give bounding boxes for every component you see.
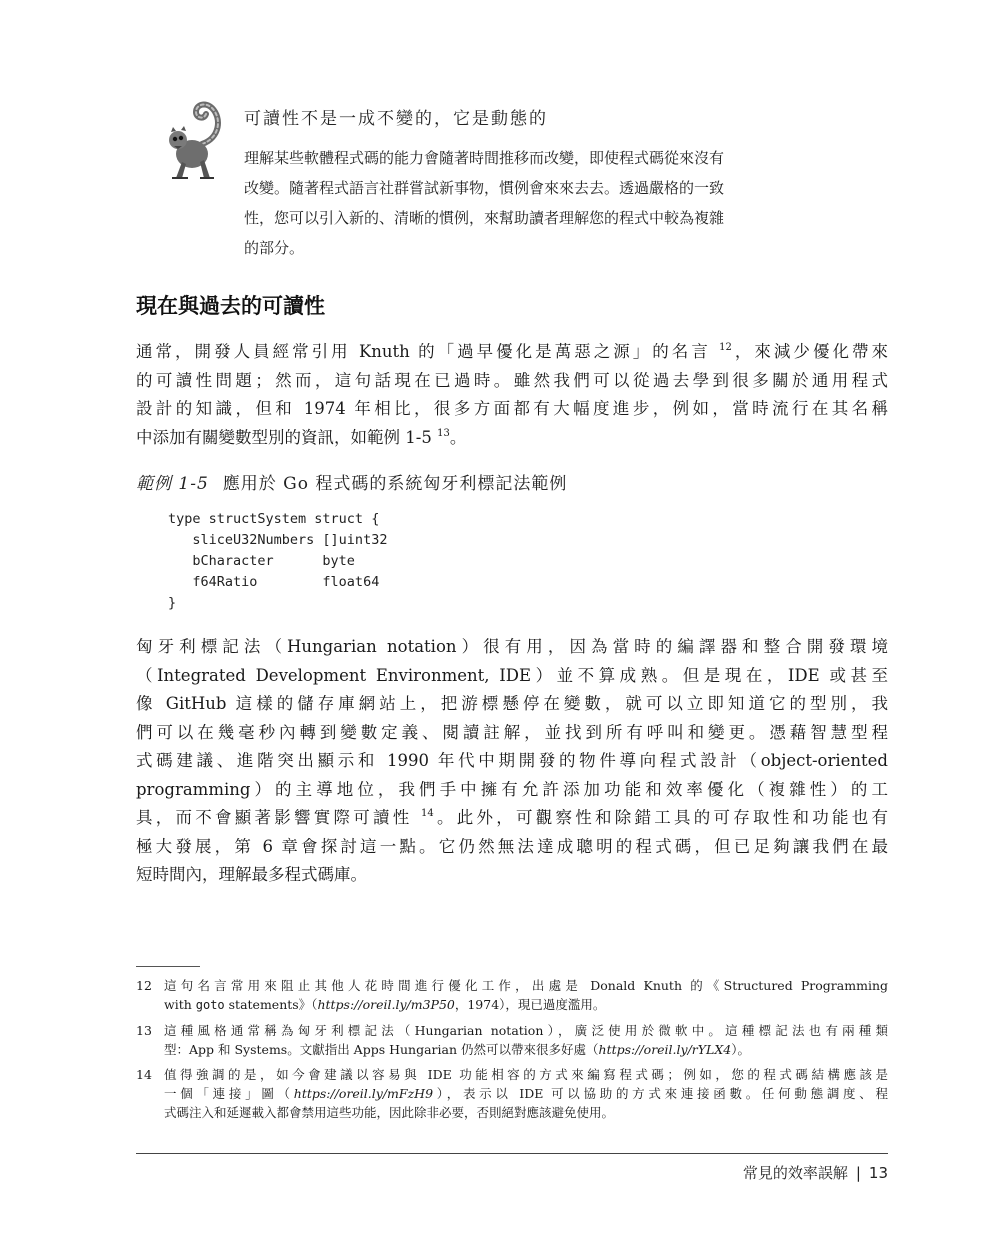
footnote-12 (136, 976, 888, 1015)
footnote-ref-14[interactable]: 14 (421, 808, 434, 819)
footnote-line: 這句名言常用來阻止其他人花時間進行優化工作，出處是 Donald Knuth 的《Structured Programming (164, 978, 888, 993)
body-paragraph (136, 633, 888, 890)
page-footer (743, 1162, 888, 1183)
paragraph-line: 匈牙利標記法（Hungarian notation）很有用，因為當時的編譯器和整合開發環境 (136, 637, 888, 656)
footnote-divider (136, 966, 200, 967)
footnote-ref-13[interactable]: 13 (437, 427, 450, 439)
example-title: 應用於 Go 程式碼的系統匈牙利標記法範例 (222, 474, 568, 494)
paragraph-line: 極大發展，第 6 章會探討這一點。它仍然無法達成聰明的程式碼，但已足夠讓我們在最 (136, 836, 888, 856)
footer-divider (136, 1153, 888, 1154)
paragraph-line: 中添加有關變數型別的資訊，如範例 1-5 $^{13}$。 (136, 427, 467, 447)
paragraph-line: 們可以在幾毫秒內轉到變數定義、閱讀註解，並找到所有呼叫和變更。憑藉智慧型程 (136, 722, 888, 742)
footer-separator: | (855, 1164, 861, 1182)
code-block: type structSystem struct { sliceU32Numbers []uint32 bCharacter byte f64Ratio float64 } (168, 511, 388, 611)
body-paragraph (136, 338, 888, 452)
footnote-line: 式碼注入和延遲載入都會禁用這些功能，因此除非必要，否則絕對應該避免使用。 (164, 1105, 615, 1120)
tip-line: 性，您可以引入新的、清晰的慣例，來幫助讀者理解您的程式中較為複雜 (244, 209, 725, 227)
footnote-line: 值得強調的是，如今會建議以容易與 IDE 功能相容的方式來編寫程式碼；例如，您的程式碼結構應該是 (164, 1067, 888, 1082)
footnotes (136, 976, 888, 1128)
tip-line: 改變。隨著程式語言社群嘗試新事物，慣例會來來去去。透過嚴格的一致 (244, 179, 725, 197)
footnote-line: with goto statements》（https://oreil.ly/m3P50，1974），現已過度濫用。 (164, 997, 606, 1012)
example-number: 範例 1-5 (136, 474, 209, 494)
paragraph-line: 的可讀性問題；然而，這句話現在已過時。雖然我們可以從過去學到很多關於通用程式 (136, 370, 888, 390)
paragraph-line: 式碼建議、進階突出顯示和 1990 年代中期開發的物件導向程式設計（object-oriented (136, 751, 888, 770)
tip-line: 理解某些軟體程式碼的能力會隨著時間推移而改變，即使程式碼從來沒有 (244, 149, 725, 167)
footnote-line: 一個「連接」圖（https://oreil.ly/mFzH9），表示以 IDE 可以協助的方式來連接函數。任何動態調度、程 (164, 1086, 888, 1101)
page-number: 13 (868, 1164, 888, 1182)
paragraph-line: programming）的主導地位，我們手中擁有允許添加功能和效率優化（複雜性）的工 (136, 779, 888, 799)
footnote-13 (136, 1021, 888, 1059)
tip-line: 的部分。 (244, 239, 305, 257)
footnote-14 (136, 1065, 888, 1122)
footnote-number: 13 (136, 1023, 152, 1038)
footnote-link[interactable]: https://oreil.ly/mFzH9 (293, 1086, 434, 1101)
footnote-line: 型：App 和 Systems。文獻指出 Apps Hungarian 仍然可以帶來很多好處（https://oreil.ly/rYLX4）。 (164, 1042, 750, 1057)
tip-body (244, 143, 810, 263)
footnote-number: 14 (136, 1067, 152, 1082)
tip-title: 可讀性不是一成不變的，它是動態的 (244, 109, 548, 129)
footnote-line: 這種風格通常稱為匈牙利標記法（Hungarian notation），廣泛使用於微軟中。這種標記法也有兩種類 (164, 1023, 888, 1038)
paragraph-line: 具，而不會顯著影響實際可讀性 $^{14}$。此外，可觀察性和除錯工具的可存取性和功能也有 (136, 808, 889, 827)
section-heading: 現在與過去的可讀性 (136, 294, 325, 318)
chapter-title: 常見的效率誤解 (742, 1164, 848, 1182)
paragraph-line: 通常，開發人員經常引用 Knuth 的「過早優化是萬惡之源」的名言 $^{12}$，來減少優化帶來 (136, 342, 889, 361)
footnote-link[interactable]: https://oreil.ly/m3P50 (317, 997, 455, 1012)
paragraph-line: （Integrated Development Environment, IDE）並不算成熟。但是現在，IDE 或甚至 (136, 665, 888, 685)
example-caption (136, 469, 567, 494)
footnote-ref-12[interactable]: 12 (719, 342, 732, 353)
footnote-link[interactable]: https://oreil.ly/rYLX4 (598, 1042, 732, 1057)
paragraph-line: 設計的知識，但和 1974 年相比，很多方面都有大幅度進步，例如，當時流行在其名稱 (136, 399, 888, 418)
inline-code: goto (195, 998, 225, 1012)
footnote-number: 12 (136, 978, 152, 993)
lemur-icon (162, 96, 224, 184)
paragraph-line: 短時間內，理解最多程式碼庫。 (136, 865, 367, 884)
paragraph-line: 像 GitHub 這樣的儲存庫網站上，把游標懸停在變數，就可以立即知道它的型別，我 (136, 694, 888, 713)
